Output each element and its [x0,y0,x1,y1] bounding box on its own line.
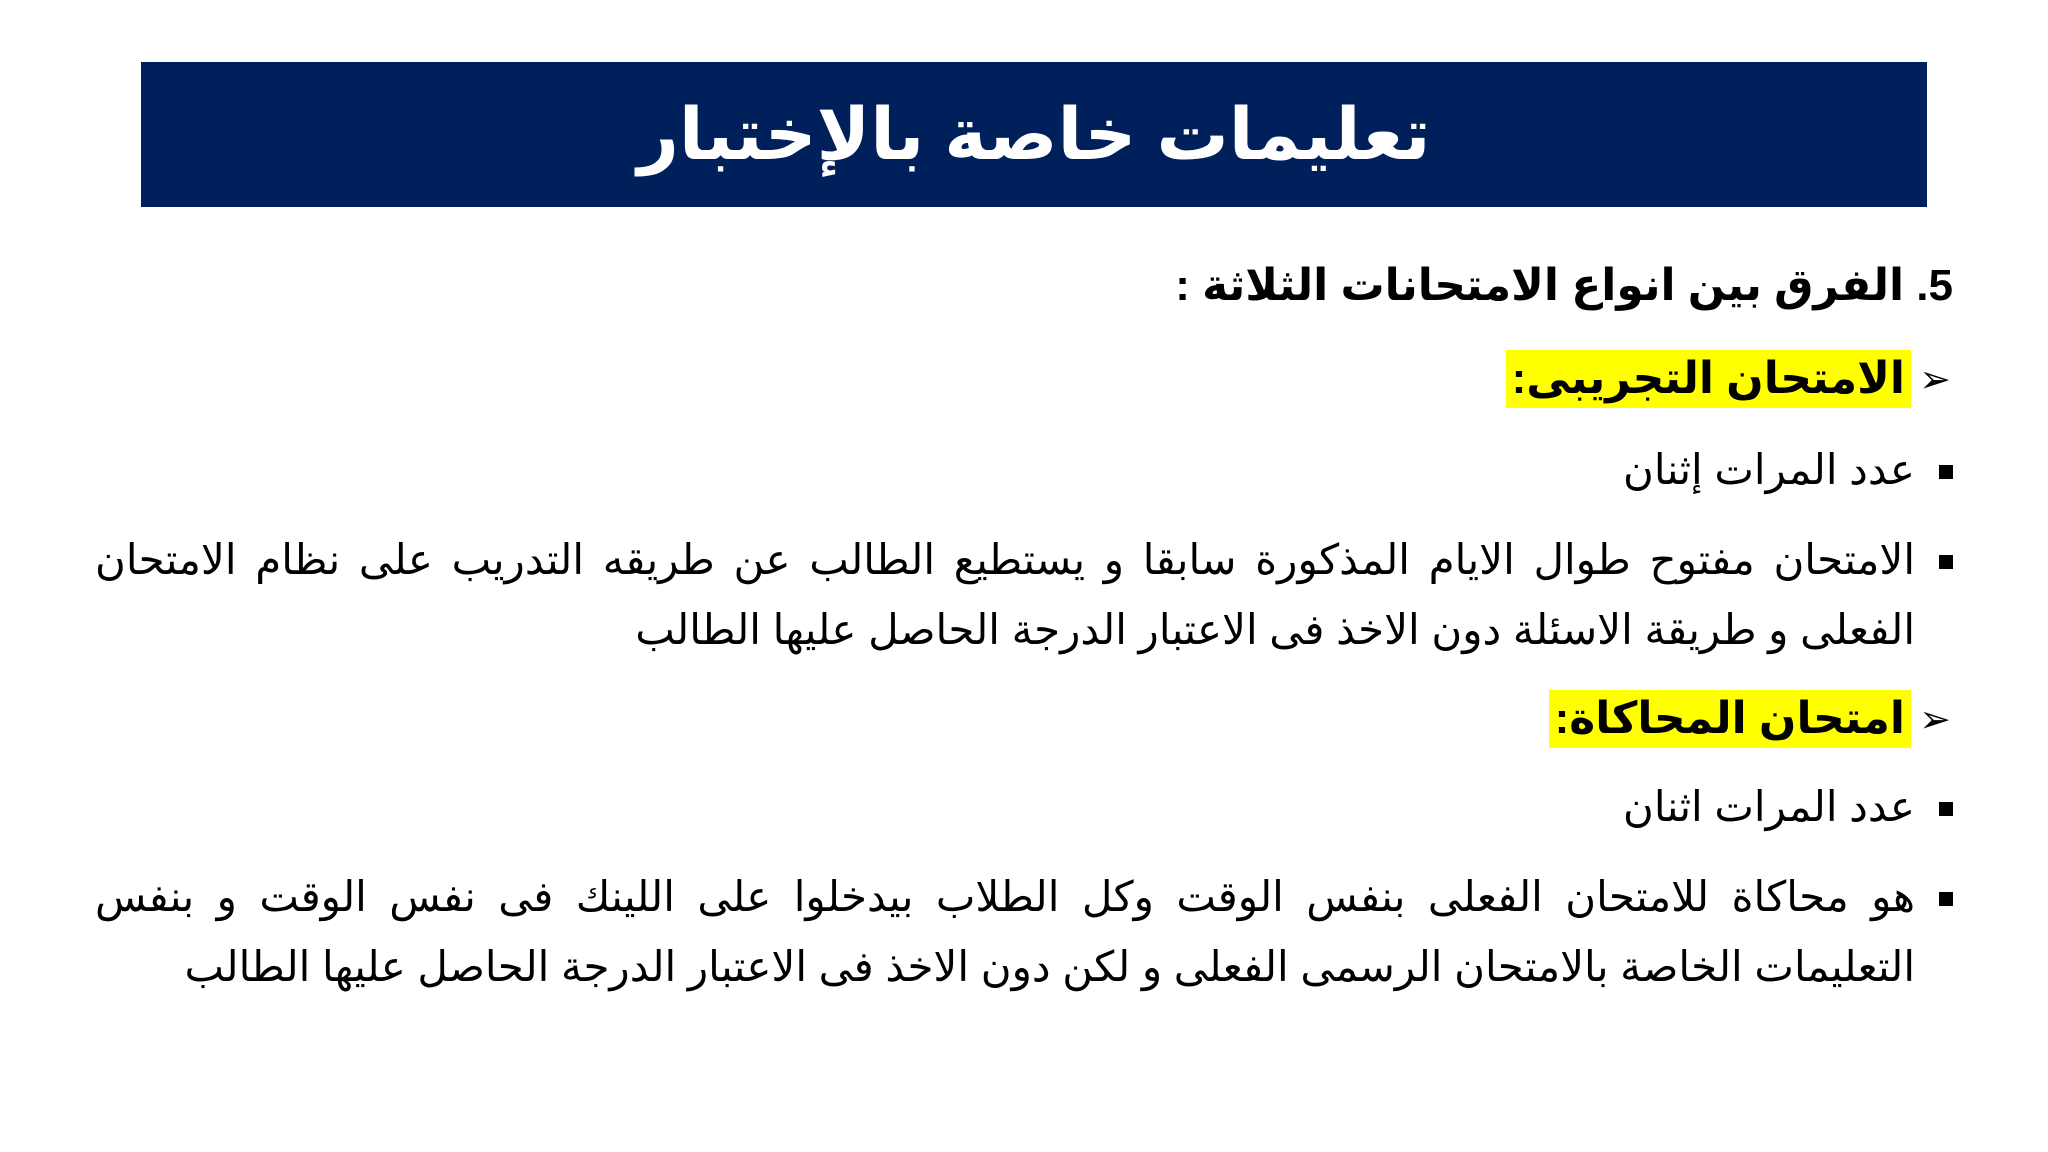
arrowhead-icon: ➢ [1919,698,1951,741]
list-item [1623,772,1953,842]
list-item-text: الامتحان مفتوح طوال الايام المذكورة سابقا و يستطيع الطالب عن طريقه التدريب على نظام الامتحان الفعلى و طريقة الاسئلة دون الاخذ فى الاعتبار الدرجة الحاصل عليها الطالب [95,536,1915,653]
square-bullet-icon [1939,892,1953,906]
list-item [95,525,1953,665]
square-bullet-icon [1939,465,1953,479]
square-bullet-icon [1939,555,1953,569]
list-item-text: عدد المرات إثنان [1623,446,1915,493]
subheading-simulation-exam [1549,690,1953,748]
list-item-text: هو محاكاة للامتحان الفعلى بنفس الوقت وكل الطلاب بيدخلوا على اللينك فى نفس الوقت و بنفس التعليمات الخاصة بالامتحان الرسمى الفعلى و لكن دون الاخذ فى الاعتبار الدرجة الحاصل عليها الطالب [95,873,1915,990]
slide-title: تعليمات خاصة بالإختبار [637,94,1431,175]
arrowhead-icon: ➢ [1919,358,1951,401]
subheading-label: امتحان المحاكاة: [1549,690,1911,748]
list-item [1623,435,1953,505]
section-heading: 5. الفرق بين انواع الامتحانات الثلاثة : [1175,261,1953,310]
list-item-text: عدد المرات اثنان [1623,783,1915,830]
square-bullet-icon [1939,802,1953,816]
list-item [95,862,1953,1002]
subheading-label: الامتحان التجريبى: [1506,350,1911,408]
subheading-trial-exam [1506,350,1953,408]
